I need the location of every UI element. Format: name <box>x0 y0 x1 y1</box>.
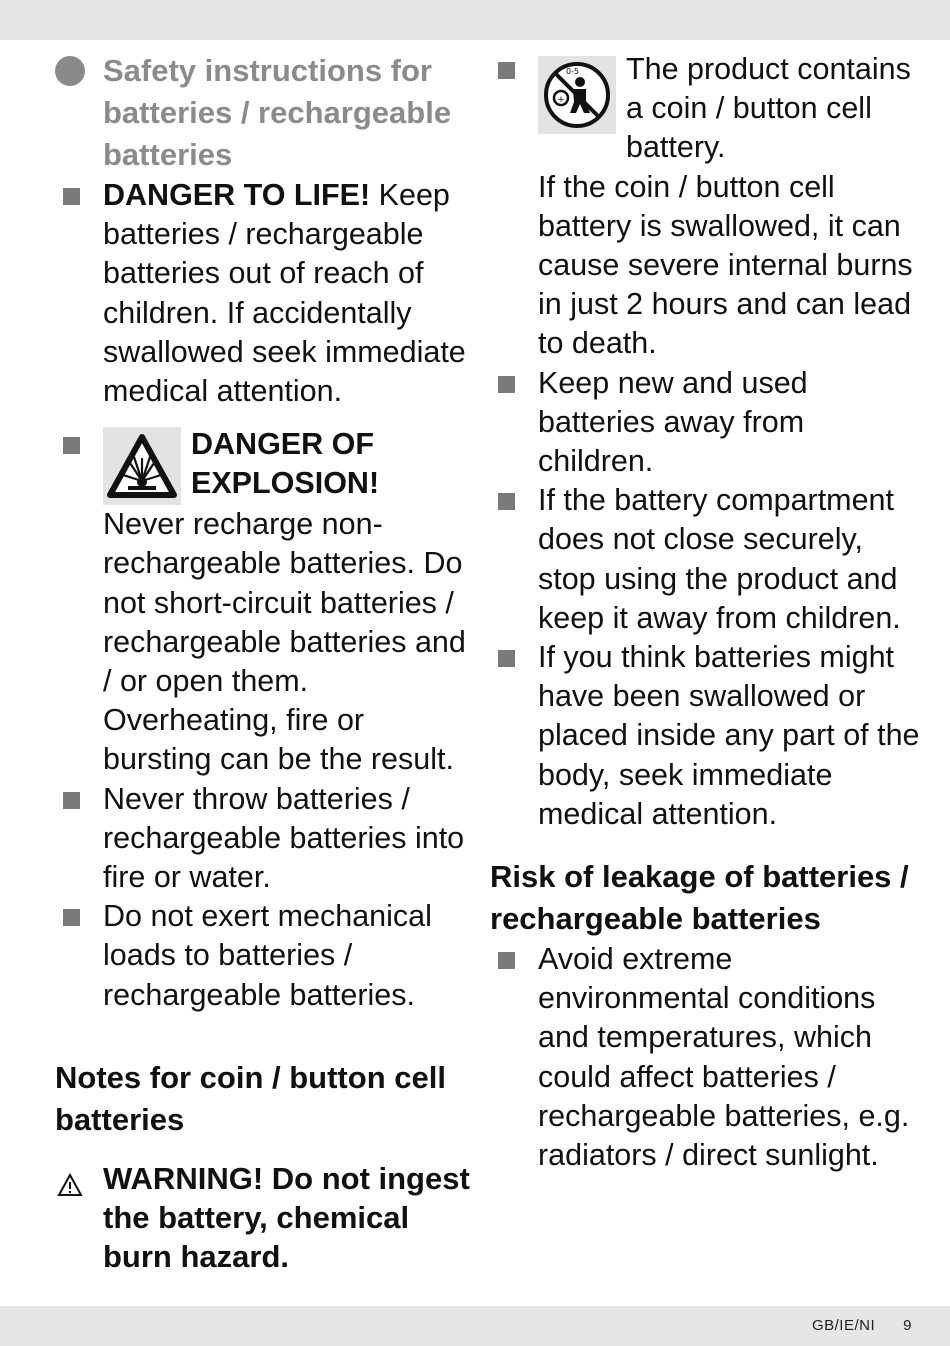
keep-away-from-children-icon <box>538 56 616 134</box>
circle-bullet-icon <box>55 56 85 86</box>
square-bullet-icon <box>498 62 515 79</box>
list-item <box>490 481 920 638</box>
svg-text:+: + <box>557 95 565 105</box>
item-text: The product contains a coin / button cell battery. <box>626 52 911 165</box>
list-item <box>490 50 920 364</box>
warning-triangle-icon <box>57 1167 83 1206</box>
warning-text: WARNING! Do not ingest the battery, chemical burn hazard. <box>103 1160 470 1274</box>
right-column <box>490 50 920 1175</box>
list-item <box>55 176 480 411</box>
age-label: 0-5 <box>566 67 580 76</box>
list-item <box>490 638 920 834</box>
item-text: Keep new and used batteries away from children. <box>538 365 808 479</box>
list-item <box>55 897 480 1015</box>
footer-bar <box>0 1306 950 1346</box>
item-text: If you think batteries might have been swallowed or placed inside any part of the body, seek immediate medical attention. <box>538 640 920 831</box>
item-text: Do not exert mechanical loads to batteries / rechargeable batteries. <box>103 899 432 1012</box>
square-bullet-icon <box>63 188 80 205</box>
left-column <box>55 50 480 1276</box>
item-text: Never recharge non-rechargeable batteries. Do not short-circuit batteries / rechargeable batteries and / or open them. Overheating, fire or bursting can be the result. <box>103 507 466 777</box>
page-number: 9 <box>903 1317 912 1334</box>
safety-section-heading <box>55 50 480 176</box>
explosion-warning-icon <box>103 427 181 505</box>
leakage-heading: Risk of leakage of batteries / rechargeable batteries <box>490 859 909 937</box>
square-bullet-icon <box>498 952 515 969</box>
danger-to-life-label: DANGER TO LIFE! <box>103 178 371 212</box>
list-item <box>55 780 480 898</box>
square-bullet-icon <box>63 437 80 454</box>
item-text: If the battery compartment does not close securely, stop using the product and keep it away from children. <box>538 483 901 635</box>
top-bar <box>0 0 950 40</box>
square-bullet-icon <box>498 493 515 510</box>
item-text: Avoid extreme environmental conditions and temperatures, which could affect batteries / rechargeable batteries, e.g. radiators / direct sunlight. <box>538 942 910 1173</box>
item-text: Never throw batteries / rechargeable batteries into fire or water. <box>103 781 465 895</box>
square-bullet-icon <box>498 650 515 667</box>
list-item <box>490 364 920 482</box>
square-bullet-icon <box>63 909 80 926</box>
danger-of-explosion-label: DANGER OF EXPLOSION! <box>191 427 380 501</box>
footer-text <box>812 1317 912 1334</box>
region-label: GB/IE/NI <box>811 1317 876 1334</box>
warning-item <box>55 1159 480 1276</box>
square-bullet-icon <box>63 792 80 809</box>
square-bullet-icon <box>498 376 515 393</box>
item-text: Keep batteries / rechargeable batteries out of reach of children. If accidentally swallowed seek immediate medical attention. <box>103 178 466 409</box>
safety-heading-text: Safety instructions for batteries / rechargeable batteries <box>103 53 452 172</box>
coin-notes-heading: Notes for coin / button cell batteries <box>55 1059 446 1137</box>
item-text: If the coin / button cell battery is swallowed, it can cause severe internal burns in just 2 hours and can lead to death. <box>538 169 913 361</box>
list-item <box>490 940 920 1175</box>
list-item <box>55 425 480 779</box>
